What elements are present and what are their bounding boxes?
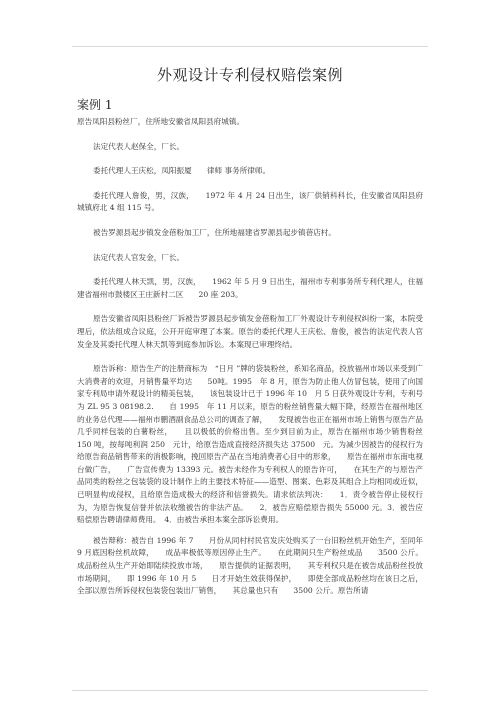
paragraph-plaintiff-representative: 法定代表人赵保全，厂长。 <box>93 141 185 151</box>
paragraph-plaintiff-agent-1: 委托代理人王庆松，凤阳振厦 律师 事务所律师。 <box>93 166 271 176</box>
paragraph-plaintiff: 原告凤阳县粉丝厂，住所地安徽省凤阳县府城镇。 <box>77 117 245 126</box>
top-rule <box>72 46 428 47</box>
paragraph-defendant: 被告罗源县起步镇发金蓓粉加工厂，住所地福建省罗源县起步镇蓓店村。 <box>93 227 336 237</box>
case-heading: 案例 1 <box>77 98 113 112</box>
bottom-rule <box>72 690 428 691</box>
paragraph-case-summary: 原告安徽省凤阳县粉丝厂诉被告罗源县起步镇发金蓓粉加工厂外观设计专利侵权纠纷一案，本院受理后，依法组成合议庭，公开开庭审理了本案。原告的委托代理人王庆松、詹俊，被告的法定代表人官发金及其委托代理人林天凯等到庭参加诉讼。本案现已审理终结。 <box>77 314 423 349</box>
document-body <box>77 116 446 598</box>
document-title: 外观设计专利侵权赔偿案例 <box>156 66 343 84</box>
paragraph-defendant-agent: 委托代理人林天凯，男，汉族， 1962 年 5 月 9 日出生，福州市专利事务所专利代理人，住福建省福州市鼓楼区王庄新村二区 20 座 203。 <box>77 277 423 299</box>
paragraph-defendant-defense: 被告辩称：被告自 1996 年 7 月份从同村村民官发庆处购买了一台旧粉丝机开始生产，至同年 9 月底因粉丝机故障， 成品率极低等原因停止生产。 在此期间只生产粉丝成品 3500 公斤。成品粉丝从生产开始即陆续投放市场， 原告提供的证据表明， 其专利权只是在被告成品粉丝投放市场期间， 即 1996 年 10 月 5 日才开始生效获得保护， 即使全部成品粉丝均在该日之后，全部以原告所诉侵权包装袋包装出厂销售， 其总量也只有 3500 公斤。原告所请 <box>77 535 423 596</box>
paragraph-plaintiff-claims: 原告诉称：原告生产的注册商标为 “日月 ”牌的袋装粉丝，系知名商品，投放福州市场以来受到广大消费者的欢迎，月销售量平均达 50吨。1995 年 8 月，原告为防止他人仿冒包装，使用了向国家专利局申请外观设计的精美包装， 该包装设计已于 1996 年 10 月 5 日获外观设计专利，专利号为 ZL 95 3 08198.2. 自 1995 年 11 月以来，原告的粉丝销售量大幅下降，经原告在福州地区的业务总代理——福州市鹏酒副食品总公司的调查了解， 发现被告也正在福州市场上销售与原告产品几乎同样包装的白薯粉丝， 且以极低的价格出售。至少到目前为止，原告在福州市场少销售粉丝 150 吨，按每吨利润 250 元计，给原告造成直接经济损失达 37500 元。为减少因被告的侵权行为给原告商品销售带来的消极影响，挽回原告产品在当地消费者心目中的形象， 原告在福州市东南电视台做广告， 广告宣传费为 13393 元。被告未经作为专利权人的原告许可， 在其生产的与原告产品同类的粉丝之包装袋的设计制作上的主要技术特征——造型、图案、色彩及其组合上均相同或近似，已明显构成侵权，且给原告造成极大的经济和信誉损失。请求依法判决： 1．责令被告停止侵权行为，为原告恢复信誉并依法收缴被告的非法产品。 2．被告应赔偿原告损失 55000 元。3．被告应赔偿原告聘请律师费用。 4．由被告承担本案全部诉讼费用。 <box>77 364 446 525</box>
paragraph-defendant-representative: 法定代表人官发金，厂长。 <box>93 252 185 262</box>
paragraph-plaintiff-agent-2: 委托代理人詹俊，男，汉族， 1972 年 4 月 24 日出生，该厂供销科科长，住安徽省凤阳县府城镇府北 4 组 115 号。 <box>77 190 423 213</box>
